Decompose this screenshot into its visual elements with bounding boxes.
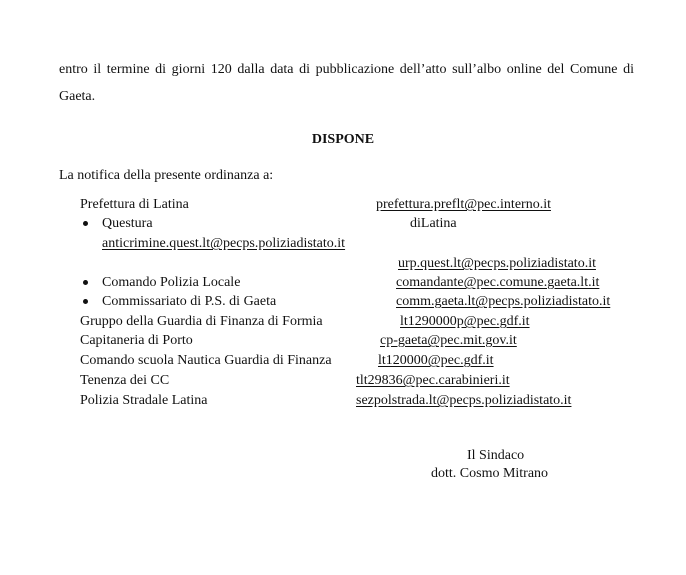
recipient-name: Polizia Stradale Latina bbox=[80, 393, 208, 408]
recipient-email[interactable]: comandante@pec.comune.gaeta.lt.it bbox=[396, 275, 600, 290]
recipient-name: Tenenza dei CC bbox=[80, 373, 170, 388]
section-heading: DISPONE bbox=[311, 132, 375, 147]
recipient-name: Commissariato di P.S. di Gaeta bbox=[102, 294, 277, 309]
signature-role: Il Sindaco bbox=[467, 448, 525, 463]
recipient-email[interactable]: prefettura.preflt@pec.interno.it bbox=[376, 197, 551, 212]
notification-intro: La notifica della presente ordinanza a: bbox=[59, 168, 274, 183]
recipient-name: Gruppo della Guardia di Finanza di Formia bbox=[80, 314, 323, 329]
recipient-location: diLatina bbox=[410, 216, 457, 231]
recipient-email-secondary[interactable]: urp.quest.lt@pecps.poliziadistato.it bbox=[398, 256, 596, 271]
recipient-name: Prefettura di Latina bbox=[80, 197, 189, 212]
intro-paragraph: entro il termine di giorni 120 dalla data di pubblicazione dell’atto sull’albo online del Comune di Gaeta. bbox=[59, 62, 634, 104]
recipient-name: Questura bbox=[102, 216, 153, 231]
bullet-icon bbox=[83, 280, 88, 285]
recipient-email[interactable]: tlt29836@pec.carabinieri.it bbox=[356, 373, 510, 388]
recipient-email[interactable]: cp-gaeta@pec.mit.gov.it bbox=[380, 333, 517, 348]
signature-name: dott. Cosmo Mitrano bbox=[431, 466, 549, 481]
bullet-icon bbox=[83, 299, 88, 304]
bullet-icon bbox=[83, 221, 88, 226]
recipient-email[interactable]: comm.gaeta.lt@pecps.poliziadistato.it bbox=[396, 294, 611, 309]
recipient-name: Comando scuola Nautica Guardia di Finanza bbox=[80, 353, 332, 368]
recipient-name: Comando Polizia Locale bbox=[102, 275, 241, 290]
recipient-email[interactable]: lt120000@pec.gdf.it bbox=[378, 353, 494, 368]
recipient-name: Capitaneria di Porto bbox=[80, 333, 193, 348]
recipient-email[interactable]: lt1290000p@pec.gdf.it bbox=[400, 314, 530, 329]
recipient-email[interactable]: anticrimine.quest.lt@pecps.poliziadistato.it bbox=[102, 236, 346, 251]
recipient-email[interactable]: sezpolstrada.lt@pecps.poliziadistato.it bbox=[356, 393, 572, 408]
